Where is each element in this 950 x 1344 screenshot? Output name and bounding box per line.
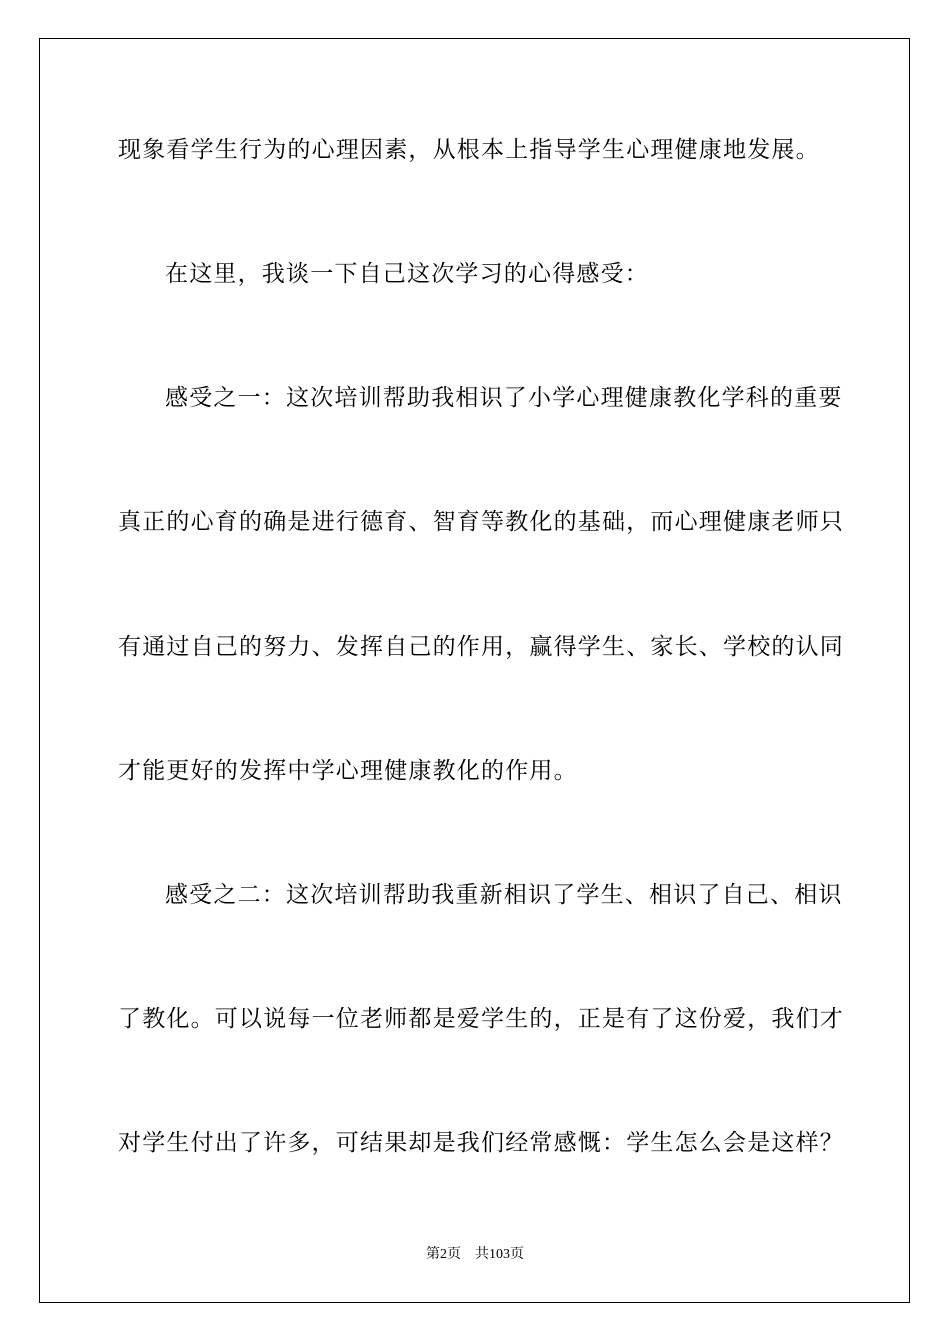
body-line-6: 才能更好的发挥中学心理健康教化的作用。 [118, 758, 578, 784]
body-line-9: 对学生付出了许多，可结果却是我们经常感慨：学生怎么会是这样？ [118, 1130, 844, 1156]
body-line-1: 现象看学生行为的心理因素，从根本上指导学生心理健康地发展。 [118, 137, 820, 163]
body-line-7: 感受之二：这次培训帮助我重新相识了学生、相识了自己、相识 [165, 882, 843, 908]
body-line-2: 在这里，我谈一下自己这次学习的心得感受： [165, 261, 649, 287]
body-line-4: 真正的心育的确是进行德育、智育等教化的基础，而心理健康老师只 [118, 509, 844, 535]
page-total: 共103页 [475, 1247, 524, 1262]
body-line-3: 感受之一：这次培训帮助我相识了小学心理健康教化学科的重要 [165, 385, 843, 411]
body-line-8: 了教化。可以说每一位老师都是爱学生的，正是有了这份爱，我们才 [118, 1006, 844, 1032]
body-line-5: 有通过自己的努力、发挥自己的作用，赢得学生、家长、学校的认同 [118, 634, 844, 660]
page-number: 第2页 [426, 1247, 461, 1262]
page-footer [0, 1246, 950, 1264]
page-border [39, 38, 910, 1303]
